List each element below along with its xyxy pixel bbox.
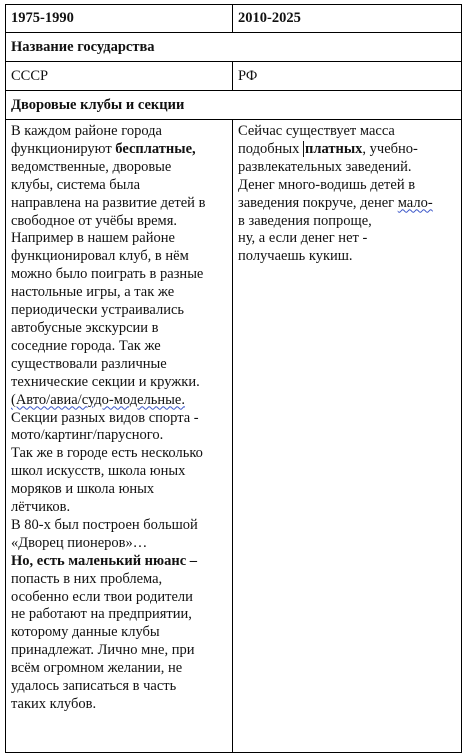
text-line: в заведения попроще, bbox=[238, 212, 372, 229]
cell-state-ussr: СССР bbox=[6, 62, 233, 91]
text-fragment: мало- bbox=[397, 194, 433, 211]
text-line bbox=[11, 141, 228, 159]
text-line: технические секции и кружки. bbox=[11, 373, 200, 390]
text-line: «Дворец пионеров»… bbox=[11, 534, 148, 551]
table-header-row bbox=[6, 5, 462, 33]
text-line: попасть в них проблема, bbox=[11, 570, 163, 587]
text-line: направлена на развитие детей в bbox=[11, 194, 206, 211]
text-fragment: функционируют bbox=[11, 140, 116, 157]
text-line: периодически устраивались bbox=[11, 302, 185, 319]
cell-clubs-1975-1990 bbox=[6, 120, 233, 753]
text-line: существовали различные bbox=[11, 355, 167, 372]
bold-fragment: – bbox=[186, 552, 198, 569]
text-line: клубы, система была bbox=[11, 176, 141, 193]
text-fragment: , учебно- bbox=[362, 140, 418, 157]
text-fragment: заведения покруче, денег bbox=[238, 194, 398, 211]
section-row-clubs bbox=[6, 91, 462, 120]
text-line: мото/картинг/парусного. bbox=[11, 427, 164, 444]
text-line: которому данные клубы bbox=[11, 624, 160, 641]
header-cell-period-1: 1975-1990 bbox=[6, 5, 233, 33]
text-line: особенно если твои родители bbox=[11, 588, 193, 605]
text-line bbox=[11, 553, 228, 571]
text-line: удалось записаться в часть bbox=[11, 678, 177, 695]
text-line: автобусные экскурсии в bbox=[11, 319, 159, 336]
table-row-clubs-text bbox=[6, 120, 462, 753]
text-line bbox=[238, 195, 457, 213]
text-line: настольные игры, а так же bbox=[11, 284, 175, 301]
text-line: можно было поиграть в разные bbox=[11, 266, 204, 283]
text-line: Например в нашем районе bbox=[11, 230, 175, 247]
text-line: (Авто/авиа/судо-модельные. bbox=[11, 391, 185, 408]
text-line bbox=[238, 141, 457, 159]
text-line: всём огромном желании, не bbox=[11, 660, 183, 677]
section-title-clubs: Дворовые клубы и секции bbox=[6, 91, 462, 120]
section-title-state: Название государства bbox=[6, 33, 462, 62]
text-line: школ искусств, школа юных bbox=[11, 463, 186, 480]
text-line: Так же в городе есть несколько bbox=[11, 445, 203, 462]
bold-fragment: Но, есть маленький нюанс bbox=[11, 552, 187, 569]
cell-state-rf: РФ bbox=[233, 62, 462, 91]
text-fragment: подобных bbox=[238, 140, 303, 157]
bold-fragment: платных bbox=[304, 140, 363, 157]
text-line: ведомственные, дворовые bbox=[11, 158, 172, 175]
comparison-table bbox=[5, 4, 462, 753]
text-line: соседние города. Так же bbox=[11, 337, 161, 354]
text-line: Секции разных видов спорта - bbox=[11, 409, 199, 426]
section-row-state bbox=[6, 33, 462, 62]
text-cursor bbox=[303, 141, 304, 157]
text-line: развлекательных заведений. bbox=[238, 158, 412, 175]
table-row-state-names bbox=[6, 62, 462, 91]
text-line: В каждом районе города bbox=[11, 123, 162, 139]
text-line: функционировал клуб, в нём bbox=[11, 248, 189, 265]
text-line: получаешь кукиш. bbox=[238, 248, 353, 265]
header-cell-period-2: 2010-2025 bbox=[233, 5, 462, 33]
text-line: принадлежат. Лично мне, при bbox=[11, 642, 195, 659]
cell-clubs-2010-2025 bbox=[233, 120, 462, 753]
text-line: В 80-х был построен большой bbox=[11, 516, 198, 533]
text-line: моряков и школа юных bbox=[11, 481, 155, 498]
text-line: свободное от учёбы время. bbox=[11, 212, 178, 229]
text-line: Сейчас существует масса bbox=[238, 123, 395, 139]
text-line: Денег много-водишь детей в bbox=[238, 176, 416, 193]
text-line: лётчиков. bbox=[11, 499, 71, 516]
text-line: ну, а если денег нет - bbox=[238, 230, 368, 247]
text-line: таких клубов. bbox=[11, 696, 97, 712]
text-line: не работают на предприятии, bbox=[11, 606, 192, 623]
bold-fragment: бесплатные, bbox=[115, 140, 196, 157]
